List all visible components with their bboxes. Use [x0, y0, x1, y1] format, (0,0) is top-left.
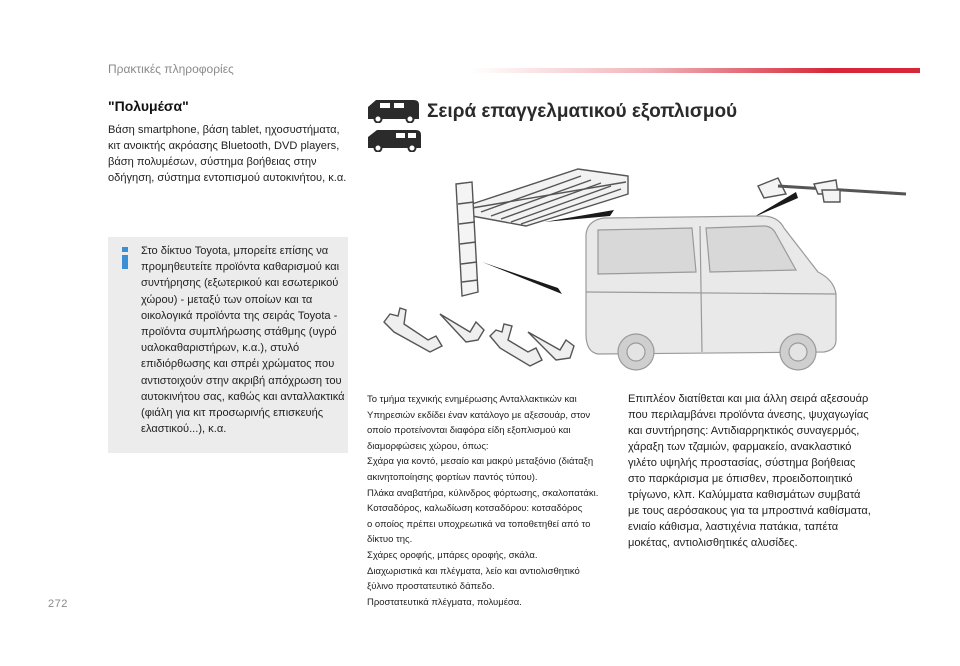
description-line: Κοτσαδόρος, καλωδίωση κοτσαδόρου: κοτσαδόρος	[367, 503, 583, 515]
description-line: Πλάκα αναβατήρα, κύλινδρος φόρτωσης, σκαλοπατάκι.	[367, 487, 599, 499]
info-icon	[118, 247, 132, 269]
additional-text: Επιπλέον διατίθεται και μια άλλη σειρά αξεσουάρ που περιλαμβάνει προϊόντα άνεσης, ψυχαγωγίας και συντήρησης: Αντιδιαρρηκτικός συναγερμός, χάραξη των τζαμιών, φαρμακείο, ανακλαστικό γιλέτο υψηλής προστασίας, σύστημα βοήθειας στο παρκάρισμα με όπισθεν, προειδοποιητικό τρίγωνο, κλπ. Καλύμματα καθισμάτων συμβατά με τους αερόσακους για τα μπροστινά καθίσματα, ενιαίο κάθισμα, λαστιχένια πατάκια, ταπέτα μοκέτας, αντιολισθητικές αλυσίδες.	[628, 393, 871, 549]
multimedia-text: Βάση smartphone, βάση tablet, ηχοσυστήματα, κιτ ανοικτής ακρόασης Bluetooth, DVD players, βάση πολυμέσων, σύστημα βοήθειας στην οδήγηση, σύστημα εντοπισμού αυτοκινήτου, κ.α.	[108, 124, 347, 184]
description-line: ο οποίος πρέπει υποχρεωτικά να τοποθετηθεί από το	[367, 518, 591, 530]
description-line: δίκτυο της.	[367, 534, 413, 546]
tow-bar-image	[384, 308, 574, 366]
multimedia-section	[108, 98, 354, 186]
description-line: Διαχωριστικά και πλέγματα, λείο και αντιολισθητικό	[367, 565, 580, 577]
professional-description	[367, 392, 615, 610]
description-line: Προστατευτικά πλέγματα, πολυμέσα.	[367, 596, 522, 608]
header-accent-bar	[470, 68, 920, 73]
ladder-image	[456, 182, 478, 296]
description-line: Σχάρες οροφής, μπάρες οροφής, σκάλα.	[367, 549, 538, 561]
description-line: οποίο προτείνονται διαφόρα είδη εξοπλισμού και	[367, 425, 571, 437]
description-line: ακινητοποίησης φορτίων παντός τύπου).	[367, 471, 538, 483]
description-line: ξύλινο προστατευτικό δάπεδο.	[367, 581, 495, 593]
info-box	[108, 237, 348, 453]
van-long-icon	[366, 126, 424, 152]
professional-equipment-illustration	[366, 164, 926, 380]
van-short-icon	[366, 97, 422, 123]
description-line: Το τμήμα τεχνικής ενημέρωσης Ανταλλακτικών και	[367, 394, 577, 405]
page-number: 272	[48, 598, 68, 610]
description-line: διαμορφώσεις χώρου, όπως:	[367, 440, 489, 452]
multimedia-heading: "Πολυμέσα"	[108, 98, 189, 114]
info-text: Στο δίκτυο Toyota, μπορείτε επίσης να προμηθευτείτε προϊόντα καθαρισμού και συντήρησης (εξωτερικού και εσωτερικού χώρου) - μεταξύ των οποίων και τα οικολογικά προϊόντα της σειράς Toyota - προϊόντα συμπλήρωσης στάθμης (υγρό υαλοκαθαριστήρων, κ.α.), στυλό επιδιόρθωσης και σπρέι χρώματος που αντιστοιχούν στην ακριβή απόχρωση του αυτοκινήτου σας, καθώς και ανταλλακτικά (φιάλη για κιτ προσωρινής επισκευής ελαστικού...), κ.α.	[141, 245, 345, 436]
roof-bar-image	[758, 178, 906, 202]
additional-accessories	[628, 391, 874, 551]
van-image	[586, 216, 836, 370]
arrow-pointer	[482, 262, 562, 294]
section-title: Πρακτικές πληροφορίες	[108, 62, 234, 76]
description-line: Υπηρεσιών εκδίδει έναν κατάλογο με αξεσουάρ, στον	[367, 409, 591, 421]
description-line: Σχάρα για κοντό, μεσαίο και μακρύ μεταξόνιο (διάταξη	[367, 456, 594, 468]
professional-heading: Σειρά επαγγελματικού εξοπλισμού	[427, 101, 738, 122]
